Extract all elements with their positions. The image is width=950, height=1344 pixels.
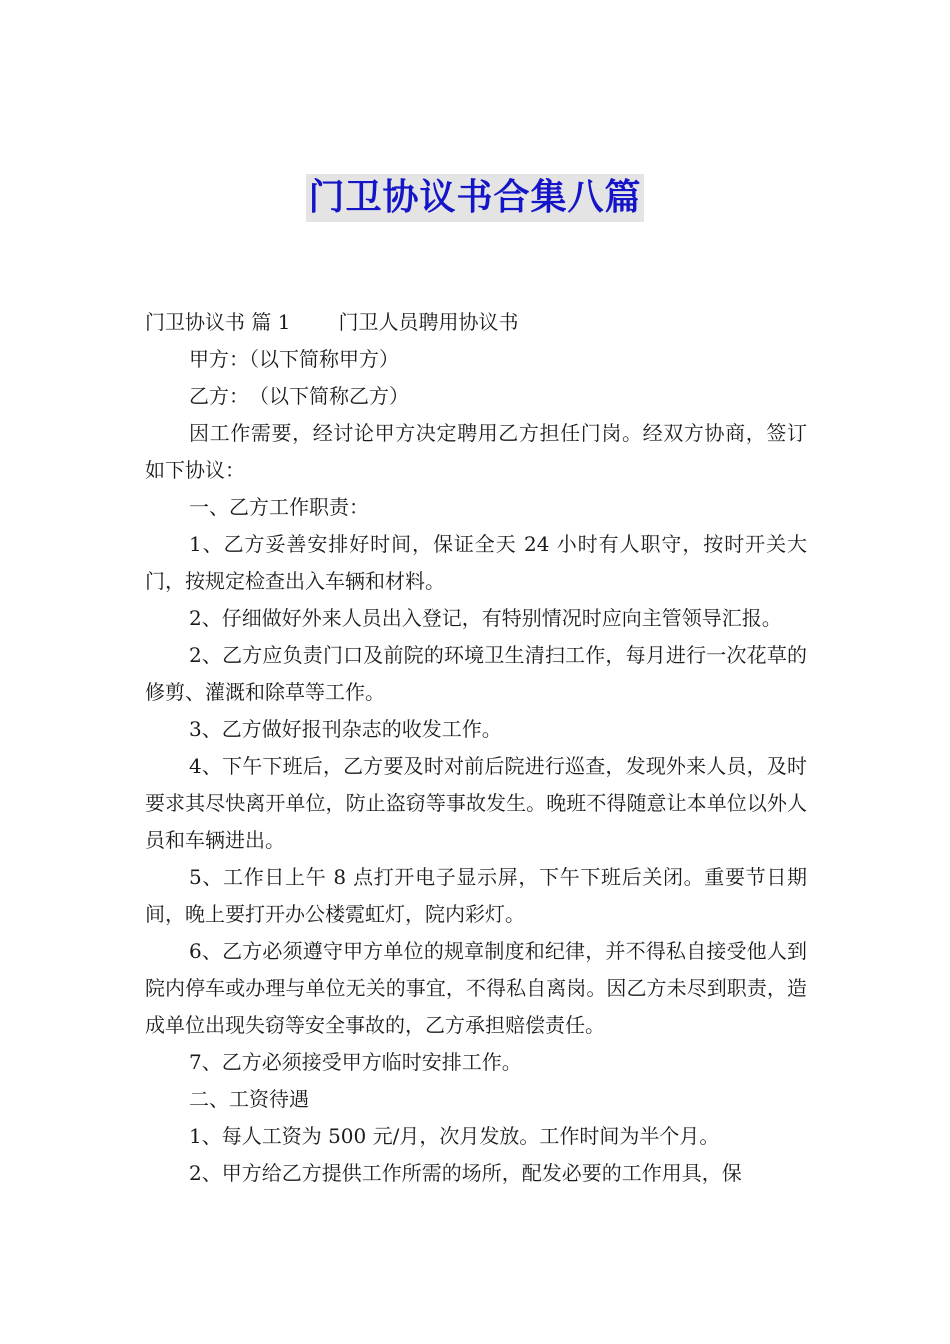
paragraph-preamble: 因工作需要，经讨论甲方决定聘用乙方担任门岗。经双方协商，签订如下协议：	[145, 421, 807, 482]
document-title: 门卫协议书合集八篇	[306, 174, 643, 222]
section-title: 门卫人员聘用协议书	[338, 310, 519, 334]
paragraph-salary-heading: 二、工资待遇	[189, 1087, 309, 1111]
document-body	[145, 304, 807, 1192]
paragraph-duty-4: 4、下午下班后，乙方要及时对前后院进行巡查，发现外来人员，及时要求其尽快离开单位，防止盗窃等事故发生。晚班不得随意让本单位以外人员和车辆进出。	[145, 754, 807, 852]
paragraph-duty-5: 5、工作日上午 8 点打开电子显示屏，下午下班后关闭。重要节日期间，晚上要打开办公楼霓虹灯，院内彩灯。	[145, 865, 807, 926]
paragraph-party-b: 乙方： （以下简称乙方）	[189, 384, 409, 408]
paragraph-duty-2a: 2、仔细做好外来人员出入登记，有特别情况时应向主管领导汇报。	[189, 606, 782, 630]
paragraph-duty-2b: 2、乙方应负责门口及前院的环境卫生清扫工作，每月进行一次花草的修剪、灌溉和除草等工作。	[145, 643, 807, 704]
section-heading	[145, 304, 807, 341]
title-container	[0, 174, 950, 222]
paragraph-duty-6: 6、乙方必须遵守甲方单位的规章制度和纪律，并不得私自接受他人到院内停车或办理与单位无关的事宜，不得私自离岗。因乙方未尽到职责，造成单位出现失窃等安全事故的，乙方承担赔偿责任。	[145, 939, 807, 1037]
paragraph-duties-heading: 一、乙方工作职责：	[189, 495, 369, 519]
paragraph-duty-3: 3、乙方做好报刊杂志的收发工作。	[189, 717, 502, 741]
paragraph-salary-1: 1、每人工资为 500 元/月，次月发放。工作时间为半个月。	[189, 1124, 720, 1148]
paragraph-salary-2: 2、甲方给乙方提供工作所需的场所，配发必要的工作用具，保	[189, 1161, 742, 1185]
paragraph-duty-7: 7、乙方必须接受甲方临时安排工作。	[189, 1050, 522, 1074]
section-label: 门卫协议书 篇 1	[145, 310, 291, 334]
paragraph-party-a: 甲方：（以下简称甲方）	[189, 347, 399, 371]
paragraph-duty-1: 1、乙方妥善安排好时间，保证全天 24 小时有人职守，按时开关大门，按规定检查出入车辆和材料。	[145, 532, 807, 593]
